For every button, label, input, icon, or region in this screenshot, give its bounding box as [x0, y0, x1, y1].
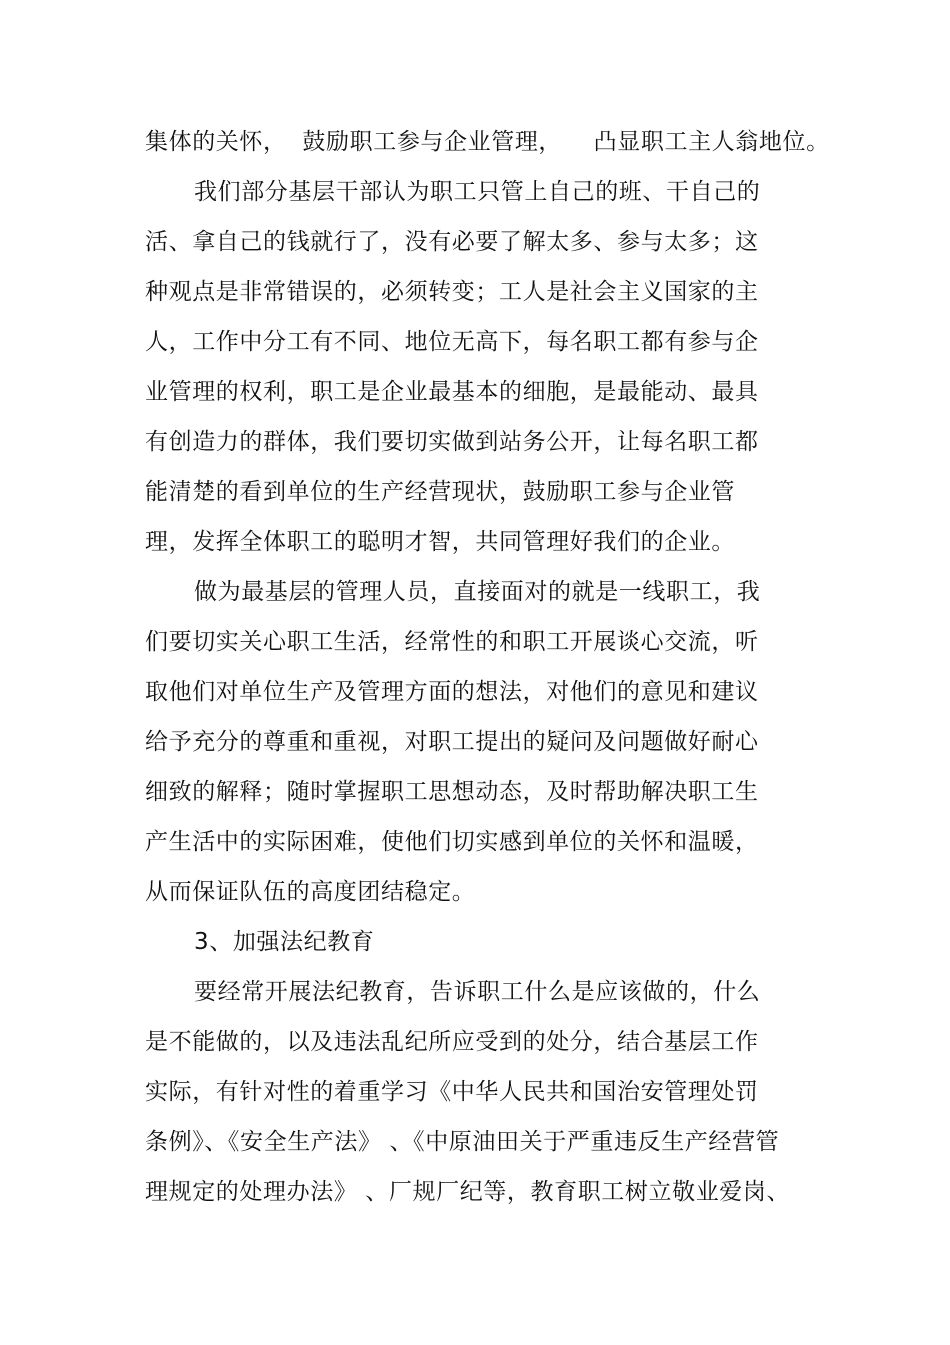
text-line: 实际，有针对性的着重学习《中华人民共和国治安管理处罚 [145, 1079, 759, 1105]
text-line: 种观点是非常错误的，必须转变；工人是社会主义国家的主 [145, 279, 759, 305]
text-line: 给予充分的尊重和重视，对职工提出的疑问及问题做好耐心 [145, 729, 759, 755]
text-line: 产生活中的实际困难，使他们切实感到单位的关怀和温暖， [145, 829, 759, 855]
text-line: 细致的解释；随时掌握职工思想动态，及时帮助解决职工生 [145, 779, 759, 805]
text-line: 是不能做的，以及违法乱纪所应受到的处分，结合基层工作 [145, 1029, 759, 1055]
text-line: 从而保证队伍的高度团结稳定。 [145, 879, 476, 905]
text-line: 能清楚的看到单位的生产经营现状，鼓励职工参与企业管 [145, 479, 735, 505]
paragraph-start: 要经常开展法纪教育，告诉职工什么是应该做的，什么 [194, 979, 761, 1005]
paragraph-start: 我们部分基层干部认为职工只管上自己的班、干自己的 [194, 179, 761, 205]
text-line: 取他们对单位生产及管理方面的想法，对他们的意见和建议 [145, 679, 759, 705]
text-line: 们要切实关心职工生活，经常性的和职工开展谈心交流，听 [145, 629, 759, 655]
text-line: 集体的关怀， 鼓励职工参与企业管理， 凸显职工主人翁地位。 [145, 129, 830, 155]
text-line: 活、拿自己的钱就行了，没有必要了解太多、参与太多；这 [145, 229, 759, 255]
text-line: 人，工作中分工有不同、地位无高下，每名职工都有参与企 [145, 329, 759, 355]
text-line: 业管理的权利，职工是企业最基本的细胞，是最能动、最具 [145, 379, 759, 405]
section-heading: 3、加强法纪教育 [194, 929, 375, 955]
text-line: 有创造力的群体，我们要切实做到站务公开，让每名职工都 [145, 429, 759, 455]
text-line: 理规定的处理办法》 、厂规厂纪等，教育职工树立敬业爱岗、 [145, 1179, 791, 1205]
text-line: 条例》、《安全生产法》 、《中原油田关于严重违反生产经营管 [145, 1129, 780, 1155]
text-line: 理，发挥全体职工的聪明才智，共同管理好我们的企业。 [145, 529, 735, 555]
paragraph-start: 做为最基层的管理人员，直接面对的就是一线职工，我 [194, 579, 761, 605]
